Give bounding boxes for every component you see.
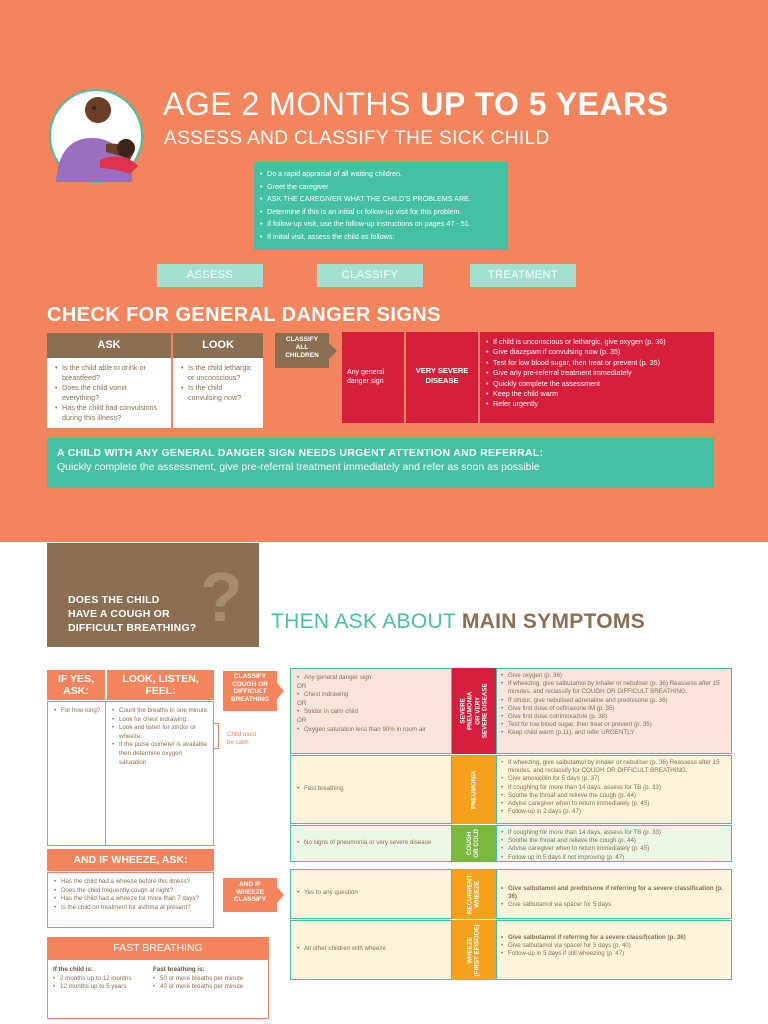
treatment-item: • Give salbutamol if referring for a severe classification (p. 36) — [501, 934, 727, 942]
treatment-item: • Give first dose of ceftriaxone IM (p. 35) — [501, 705, 727, 713]
treatment-item: • If wheezing, give salbutamol by inhaler or nebuliser (p. 36) Reassess after 15 minutes, and reclassify for COUGH OR DIFFICULT BREATHING. — [501, 759, 727, 775]
severe-pneumonia-treatment — [496, 668, 732, 754]
recurrent-wheeze-treatment — [496, 869, 732, 919]
treatment-item: • Give salbutamol via spacer for 5 days — [501, 901, 727, 909]
tag-line: AND IF — [239, 881, 261, 888]
treatment-item: • Advise caregiver when to return immediately (p. 45) — [501, 800, 727, 808]
treatment-item: • Soothe the throat and relieve the cough (p. 44) — [501, 837, 727, 845]
or-label: OR — [297, 682, 307, 690]
look-checks — [173, 358, 263, 428]
recurrent-wheeze-signs — [290, 869, 452, 919]
fast-breathing-header: FAST BREATHING — [47, 937, 269, 959]
classification-text: PNEUMONIA — [470, 770, 478, 809]
wheeze-ask-header: AND IF WHEEZE, ASK: — [47, 849, 214, 871]
ask-item: • Is the child able to drink or breastfeed? — [55, 363, 165, 383]
look-item: • Is the child convulsing now? — [181, 383, 257, 403]
question-mark-icon: ? — [200, 558, 243, 636]
treatment-item: • Give amoxicillin for 5 days (p. 37) — [501, 775, 727, 783]
treatment-item: • Give diazepam if convulsing now (p. 35) — [486, 347, 708, 357]
intro-item: • If initial visit, assess the child as follows: — [260, 231, 502, 244]
treatment-item: • Give first dose cotrimoxazole (p. 38) — [501, 713, 727, 721]
ask-item: • Does the child vomit everything? — [55, 383, 165, 403]
main-symptoms-heading — [271, 610, 645, 634]
class-line: PNEUMONIA — [466, 691, 474, 731]
ask-questions — [47, 358, 171, 428]
tag-line: WHEEZE — [236, 888, 264, 896]
intro-item: • If follow-up visit, use the follow-up instructions on pages 47 - 51. — [260, 218, 502, 231]
class-line: OR VERY — [474, 696, 482, 726]
intro-item: • Do a rapid appraisal of all waiting children. — [260, 168, 502, 181]
cough-or-cold-signs — [290, 825, 452, 862]
classify-tag-line: CLASSIFY — [285, 336, 319, 343]
treatment-item: • Refer urgently — [486, 399, 708, 409]
classify-cough-tag — [223, 671, 277, 711]
treatment-item: • Test for low blood sugar, then treat or prevent (p. 35) — [486, 358, 708, 368]
treatment-item: • If coughing for more than 14 days, assess for TB (p. 33) — [501, 829, 727, 837]
look-listen-feel-checks — [105, 701, 214, 846]
caregiver-child-illustration — [46, 86, 170, 186]
very-severe-disease-classification — [406, 332, 478, 423]
classification-text — [467, 829, 482, 858]
or-label: OR — [297, 716, 307, 724]
if-yes-ask-header — [47, 670, 105, 700]
question-line: DIFFICULT BREATHING? — [68, 622, 197, 634]
main-title-light: THEN ASK ABOUT — [271, 610, 462, 633]
tag-line: CLASSIFY — [233, 896, 267, 903]
intro-item: • Determine if this is an initial or follow-up visit for this problem. — [260, 206, 502, 219]
question-line: DOES THE CHILD — [68, 594, 160, 606]
class-line: OR COLD — [473, 828, 481, 859]
danger-treatment-list — [480, 332, 714, 423]
first-episode-wheeze-signs — [290, 920, 452, 980]
treatment-item: • Give oxygen (p. 36) — [501, 672, 727, 680]
sign-item: • Any general danger sign — [297, 674, 446, 683]
calm-note-bracket — [213, 723, 219, 749]
age-column — [53, 966, 153, 1014]
class-line: WHEEZE — [474, 880, 481, 908]
severe-pneumonia-signs — [290, 668, 452, 754]
header-line: FEEL: — [145, 685, 176, 697]
class-line: SEVERE — [459, 698, 467, 724]
class-line: COUGH — [466, 831, 474, 856]
urgent-text: Quickly complete the assessment, give pre-referral treatment immediately and refer as soon as possible — [57, 461, 540, 473]
wheeze-questions — [47, 872, 214, 928]
treatment-item: • Test for low blood sugar, then treat or prevent (p. 35) — [501, 721, 727, 729]
danger-signs-heading: CHECK FOR GENERAL DANGER SIGNS — [47, 304, 441, 326]
classify-tag-line: CHILDREN — [285, 352, 319, 359]
fast-breathing-table — [47, 959, 269, 1019]
look-header: LOOK — [173, 333, 263, 358]
treatment-item: • Advise caregiver when to return immediately (p. 45) — [501, 845, 727, 853]
header-line: IF YES, — [58, 673, 94, 685]
tag-line: DIFFICULT — [233, 688, 267, 695]
ask-item: • For how long? — [54, 707, 101, 716]
intro-item: • ASK THE CAREGIVER WHAT THE CHILD’S PROBLEMS ARE. — [260, 193, 502, 206]
recurrent-wheeze-classification — [452, 869, 496, 919]
class-line: RECURRENT — [466, 874, 474, 914]
intro-list — [260, 168, 502, 244]
cough-question — [68, 593, 218, 635]
note-line: Child must — [227, 731, 257, 738]
ask-item: • Is the child on treatment for asthma at present? — [54, 904, 209, 913]
rate-column-head: Fast breathing is: — [153, 966, 205, 973]
tag-line: BREATHING — [230, 695, 270, 703]
sign-item: • Fast breathing — [297, 785, 446, 794]
pneumonia-treatment — [496, 755, 732, 824]
treatment-item: • If wheezing, give salbutamol by inhaler or nebuliser (p. 36) Reassess after 15 minutes, and reclassify for COUGH OR DIFFICULT BREATHING. — [501, 680, 727, 696]
page-title — [163, 86, 669, 123]
if-yes-questions — [47, 701, 106, 846]
check-item: • If the pulse oximeter is available then determine oxygen saturation — [112, 741, 209, 767]
cough-question-box — [47, 543, 259, 647]
class-line: WHEEZE — [466, 936, 474, 964]
pneumonia-signs — [290, 755, 452, 824]
sign-item: • Oxygen saturation less than 90% in room air — [297, 726, 446, 735]
classify-column-label: CLASSIFY — [317, 264, 423, 287]
age-item: • 12 months up to 5 years — [53, 983, 153, 992]
main-title-bold: MAIN SYMPTOMS — [461, 610, 646, 633]
ask-header: ASK — [47, 333, 171, 358]
urgent-title: A CHILD WITH ANY GENERAL DANGER SIGN NEEDS URGENT ATTENTION AND REFERRAL: — [57, 447, 544, 459]
age-item: • 2 months up to 12 months — [53, 975, 153, 984]
classification-line: VERY SEVERE — [415, 366, 469, 375]
rate-item: • 40 or more breaths per minute — [153, 983, 263, 992]
question-line: HAVE A COUGH OR — [68, 608, 170, 620]
check-item: • Count the breaths in one minute. — [112, 707, 209, 716]
sign-item: • Chest indrawing — [297, 691, 446, 700]
sign-item: • Yes to any question — [297, 889, 446, 898]
intro-instructions — [254, 162, 508, 250]
sign-item: • All other children with wheeze — [297, 945, 446, 954]
classify-all-children-tag — [275, 333, 329, 368]
tag-line: COUGH OR — [232, 680, 268, 688]
ask-item: • Has the child had convulsions during this illness? — [55, 403, 165, 423]
ask-item: • Has the child had a wheeze for more than 7 days? — [54, 895, 209, 904]
treatment-item: • If child is unconscious or lethargic, give oxygen (p. 36) — [486, 337, 708, 347]
sign-item: • No signs of pneumonia or very severe disease — [297, 839, 446, 848]
classification-text — [467, 924, 482, 976]
title-bold: UP TO 5 YEARS — [420, 86, 669, 122]
class-line: SEVERE DISEASE — [481, 683, 489, 739]
treatment-item: • Keep the child warm — [486, 389, 708, 399]
check-item: • Look and listen for stridor or wheeze. — [112, 724, 209, 741]
treatment-item: • Give any pre-referral treatment immediately — [486, 368, 708, 378]
treatment-item: • Follow-up in 5 days if still wheezing (p. 47) — [501, 950, 727, 958]
rate-column — [153, 966, 263, 1014]
classification-text — [459, 684, 489, 739]
treatment-item: • Quickly complete the assessment — [486, 379, 708, 389]
cough-or-cold-classification — [452, 825, 496, 862]
look-listen-feel-header — [107, 670, 214, 700]
page-subtitle: ASSESS AND CLASSIFY THE SICK CHILD — [164, 128, 550, 149]
header-line: ASK: — [63, 685, 89, 697]
title-light: AGE 2 MONTHS — [163, 86, 421, 122]
sign-item: • Stridor in calm child — [297, 708, 446, 717]
look-item: • Is the child lethargic or unconscious? — [181, 363, 257, 383]
treatment-item: • Give salbutamol via spacer for 5 days (p. 40) — [501, 942, 727, 950]
first-episode-wheeze-classification — [452, 920, 496, 980]
child-calm-note — [227, 731, 271, 747]
classify-tag-line: ALL — [295, 344, 309, 351]
urgent-referral-banner — [47, 438, 714, 488]
severe-pneumonia-classification — [452, 668, 496, 754]
classification-line: DISEASE — [425, 375, 459, 385]
age-column-head: If the child is: — [53, 966, 93, 973]
class-line: (FIRST EPISODE) — [474, 923, 482, 977]
intro-item: • Greet the caregiver — [260, 181, 502, 194]
first-episode-wheeze-treatment — [496, 920, 732, 980]
rate-item: • 50 or more breaths per minute — [153, 975, 263, 984]
treatment-column-label: TREATMENT — [470, 264, 576, 287]
tag-line: CLASSIFY — [233, 673, 267, 680]
classification-text — [467, 874, 482, 914]
treatment-item: • Soothe the throat and relieve the cough (p. 44) — [501, 792, 727, 800]
check-item: • Look for chest indrawing. — [112, 716, 209, 725]
treatment-item: • Give salbutamol and prednisone if referring for a severe classification (p. 36) — [501, 885, 727, 901]
ask-item: • Has the child had a wheeze before this illness? — [54, 878, 209, 887]
pneumonia-classification — [452, 755, 496, 824]
treatment-item: • If stridor, give nebulised adrenaline and prednisone (p. 36) — [501, 697, 727, 705]
ask-item: • Does the child frequently cough at night? — [54, 887, 209, 896]
cough-or-cold-treatment — [496, 825, 732, 862]
treatment-item: • If coughing for more than 14 days, assess for TB (p. 33) — [501, 784, 727, 792]
assess-column-label: ASSESS — [157, 264, 263, 287]
treatment-item: • Follow up in 5 days if not improving (p. 47) — [501, 854, 727, 862]
treatment-item: • Keep child warm (p.11), and refer URGENTLY — [501, 729, 727, 737]
danger-sign-cell: Any general danger sign — [342, 332, 404, 423]
header-line: LOOK, LISTEN, — [122, 673, 199, 685]
classify-wheeze-tag — [223, 878, 277, 912]
note-line: be calm — [227, 739, 249, 746]
or-label: OR — [297, 699, 307, 707]
treatment-item: • Follow-up in 2 days (p. 47) — [501, 808, 727, 816]
